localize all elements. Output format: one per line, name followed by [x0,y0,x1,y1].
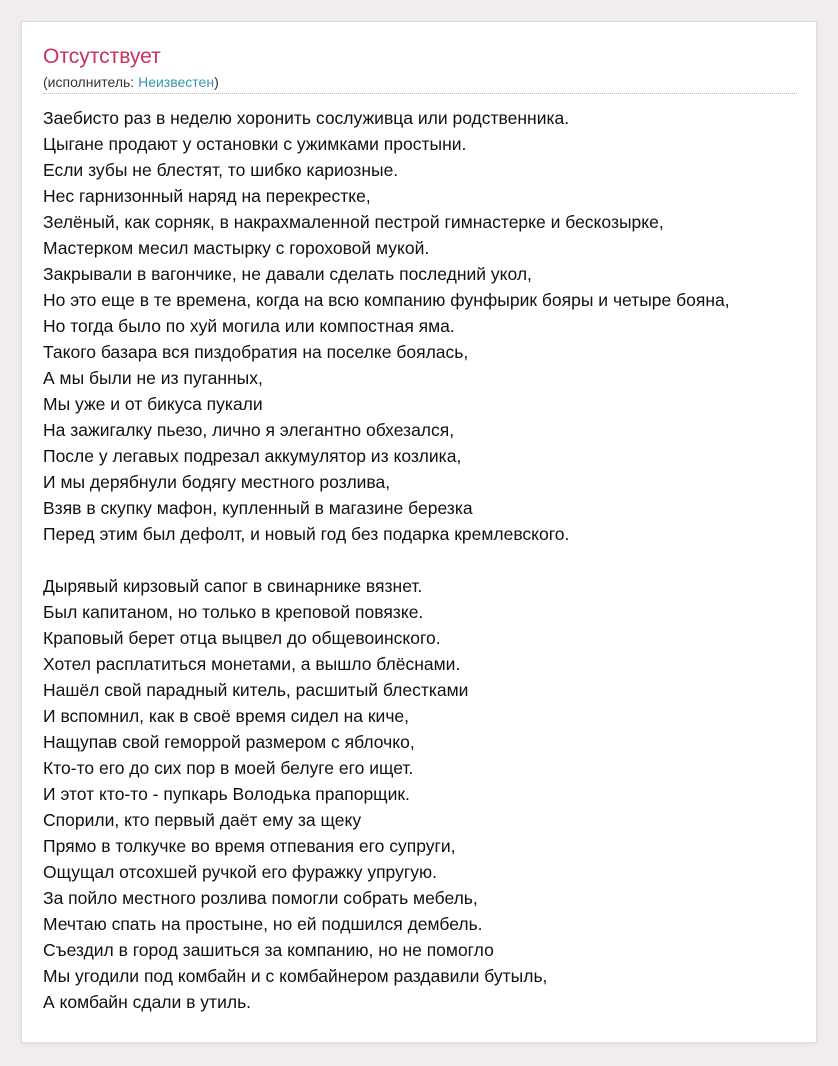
lyrics-stanza [43,105,817,547]
lyrics-line: Был капитаном, но только в креповой повязке. [43,602,424,622]
lyrics-line: После у легавых подрезал аккумулятор из козлика, [43,446,462,466]
lyrics-line: Закрывали в вагончике, не давали сделать последний укол, [43,264,532,284]
lyrics-line: Спорили, кто первый даёт ему за щеку [43,810,362,830]
lyrics-line: Съездил в город зашиться за компанию, но не помогло [43,940,494,960]
lyrics-line: Зелёный, как сорняк, в накрахмаленной пестрой гимнастерке и бескозырке, [43,212,664,232]
lyrics-line: Заебисто раз в неделю хоронить сослуживца или родственника. [43,108,570,128]
lyrics-line: Но это еще в те времена, когда на всю компанию фунфырик бояры и четыре бояна, [43,290,730,310]
lyrics-body [43,105,817,1015]
lyrics-line: Такого базара вся пиздобратия на поселке боялась, [43,342,469,362]
lyrics-line: Перед этим был дефолт, и новый год без подарка кремлевского. [43,524,570,544]
lyrics-line: Хотел расплатиться монетами, а вышло блёснами. [43,654,461,674]
lyrics-line: А комбайн сдали в утиль. [43,992,252,1012]
song-title: Отсутствует [43,45,161,68]
lyrics-line: Взяв в скупку мафон, купленный в магазине березка [43,498,473,518]
lyrics-line: Мы угодили под комбайн и с комбайнером раздавили бутыль, [43,966,548,986]
lyrics-line: Нес гарнизонный наряд на перекрестке, [43,186,371,206]
lyrics-line: Мастерком месил мастырку с гороховой мукой. [43,238,430,258]
lyrics-line: Цыгане продают у остановки с ужимками простыни. [43,134,467,154]
lyrics-card [21,21,817,1043]
lyrics-line: И этот кто-то - пупкарь Володька прапорщик. [43,784,410,804]
lyrics-line: За пойло местного розлива помогли собрать мебель, [43,888,478,908]
lyrics-line: И мы дерябнули бодягу местного розлива, [43,472,391,492]
title-divider [43,93,797,94]
lyrics-line: Но тогда было по хуй могила или компостная яма. [43,316,455,336]
lyrics-line: А мы были не из пуганных, [43,368,263,388]
artist-prefix: (исполнитель: [43,74,139,90]
lyrics-line: Мечтаю спать на простыне, но ей подшился дембель. [43,914,483,934]
lyrics-line: Мы уже и от бикуса пукали [43,394,263,414]
lyrics-line: Нашёл свой парадный китель, расшитый блестками [43,680,469,700]
artist-suffix: ) [214,74,219,90]
artist-link[interactable]: Неизвестен [138,74,215,90]
lyrics-line: Ощущал отсохшей ручкой его фуражку упругую. [43,862,437,882]
lyrics-line: Прямо в толкучке во время отпевания его супруги, [43,836,456,856]
lyrics-line: И вспомнил, как в своё время сидел на киче, [43,706,410,726]
lyrics-line: Кто-то его до сих пор в моей белуге его ищет. [43,758,414,778]
lyrics-line: Если зубы не блестят, то шибко кариозные. [43,160,399,180]
lyrics-line: Краповый берет отца выцвел до общевоинского. [43,628,441,648]
lyrics-stanza [43,573,817,1015]
lyrics-line: Нащупав свой геморрой размером с яблочко, [43,732,415,752]
lyrics-line: На зажигалку пьезо, лично я элегантно обхезался, [43,420,455,440]
artist-line [43,74,219,90]
lyrics-line: Дырявый кирзовый сапог в свинарнике вязнет. [43,576,423,596]
